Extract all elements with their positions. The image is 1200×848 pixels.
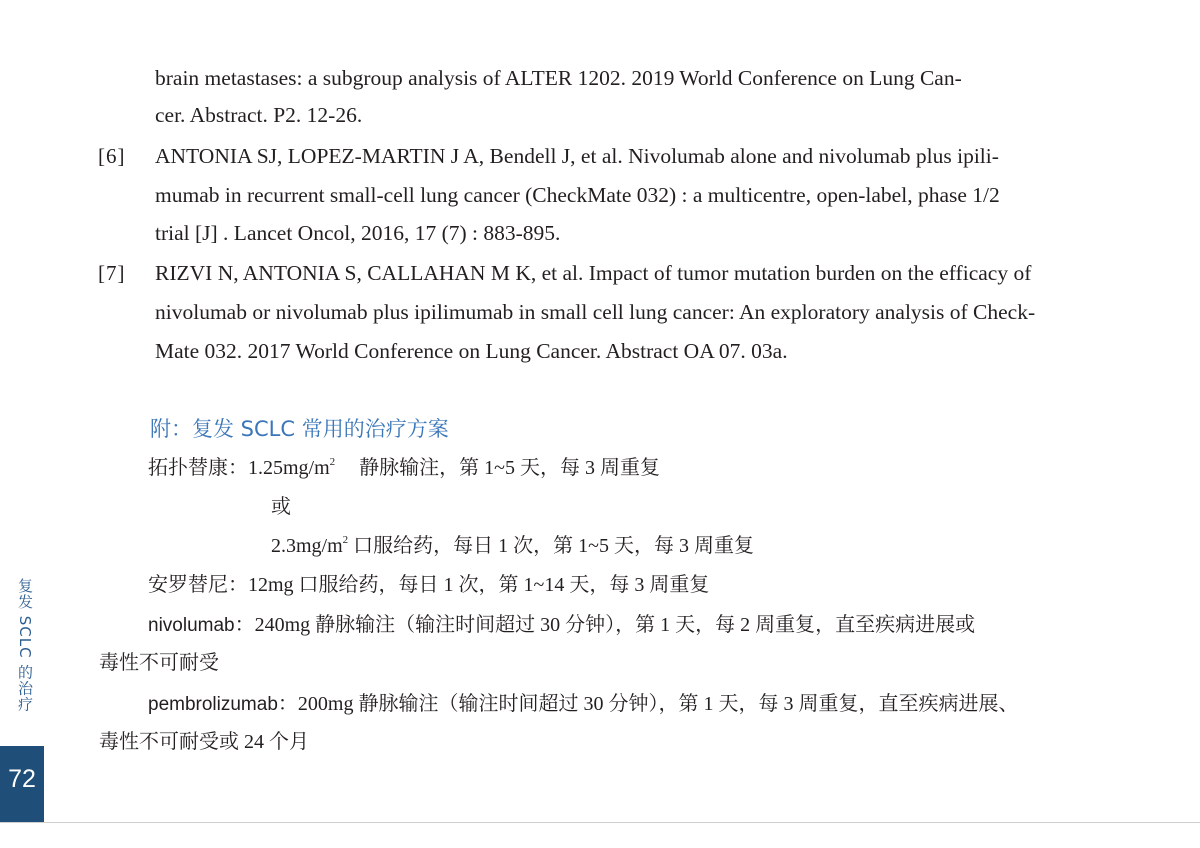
ref7-line-2: nivolumab or nivolumab plus ipilimumab in small cell lung cancer: An exploratory analysis of Check- xyxy=(155,300,1036,324)
topotecan-oral-schedule: 口服给药，每日 1 次，第 1~5 天，每 3 周重复 xyxy=(348,535,754,557)
nivolumab-schedule: ：240mg 静脉输注（输注时间超过 30 分钟），第 1 天，每 2 周重复，直至疾病进展或 xyxy=(234,614,976,636)
anlotinib-regimen xyxy=(148,570,709,600)
bottom-divider xyxy=(0,822,1200,823)
pembrolizumab-regimen xyxy=(148,689,1018,720)
ref6-line-1: ANTONIA SJ, LOPEZ-MARTIN J A, Bendell J, et al. Nivolumab alone and nivolumab plus ipili- xyxy=(155,144,999,168)
anlotinib-label: 安罗替尼： xyxy=(148,574,248,596)
topotecan-iv-schedule: 静脉输注，第 1~5 天，每 3 周重复 xyxy=(359,457,660,479)
topotecan-dose-oral-exponent: 2 xyxy=(342,534,349,546)
pembrolizumab-label: pembrolizumab xyxy=(148,694,278,715)
ref7-number: [7] xyxy=(98,261,126,285)
anlotinib-schedule: 12mg 口服给药，每日 1 次，第 1~14 天，每 3 周重复 xyxy=(248,574,710,596)
ref5-line-1: brain metastases: a subgroup analysis of ALTER 1202. 2019 World Conference on Lung Can- xyxy=(155,66,962,90)
appendix-title: 附：复发 SCLC 常用的治疗方案 xyxy=(150,417,449,441)
page-number: 72 xyxy=(8,765,36,793)
ref6-number: [6] xyxy=(98,144,126,168)
nivolumab-regimen xyxy=(148,610,975,641)
topotecan-or: 或 xyxy=(271,496,291,518)
topotecan-dose-iv-exponent: 2 xyxy=(329,456,336,468)
pembrolizumab-regimen-cont: 毒性不可耐受或 24 个月 xyxy=(99,731,309,753)
ref7-line-3: Mate 032. 2017 World Conference on Lung Cancer. Abstract OA 07. 03a. xyxy=(155,339,788,363)
topotecan-label: 拓扑替康： xyxy=(148,457,248,479)
nivolumab-regimen-cont: 毒性不可耐受 xyxy=(99,652,219,674)
ref5-line-2: cer. Abstract. P2. 12-26. xyxy=(155,103,363,127)
topotecan-regimen xyxy=(148,453,660,483)
ref6-line-3: trial [J] . Lancet Oncol, 2016, 17 (7) : 883-895. xyxy=(155,221,561,245)
topotecan-dose-oral: 2.3mg/m xyxy=(271,535,343,557)
pembrolizumab-schedule: ：200mg 静脉输注（输注时间超过 30 分钟），第 1 天，每 3 周重复，直至疾病进展、 xyxy=(277,693,1019,715)
topotecan-dose-iv: 1.25mg/m xyxy=(248,457,330,479)
chapter-side-label: 复发 SCLC 的治疗 xyxy=(16,578,34,713)
ref6-line-2: mumab in recurrent small-cell lung cancer (CheckMate 032) : a multicentre, open-label, phase 1/2 xyxy=(155,183,1000,207)
nivolumab-label: nivolumab xyxy=(148,615,235,636)
topotecan-oral-regimen xyxy=(271,531,754,561)
ref7-line-1: RIZVI N, ANTONIA S, CALLAHAN M K, et al. Impact of tumor mutation burden on the efficacy of xyxy=(155,261,1032,285)
